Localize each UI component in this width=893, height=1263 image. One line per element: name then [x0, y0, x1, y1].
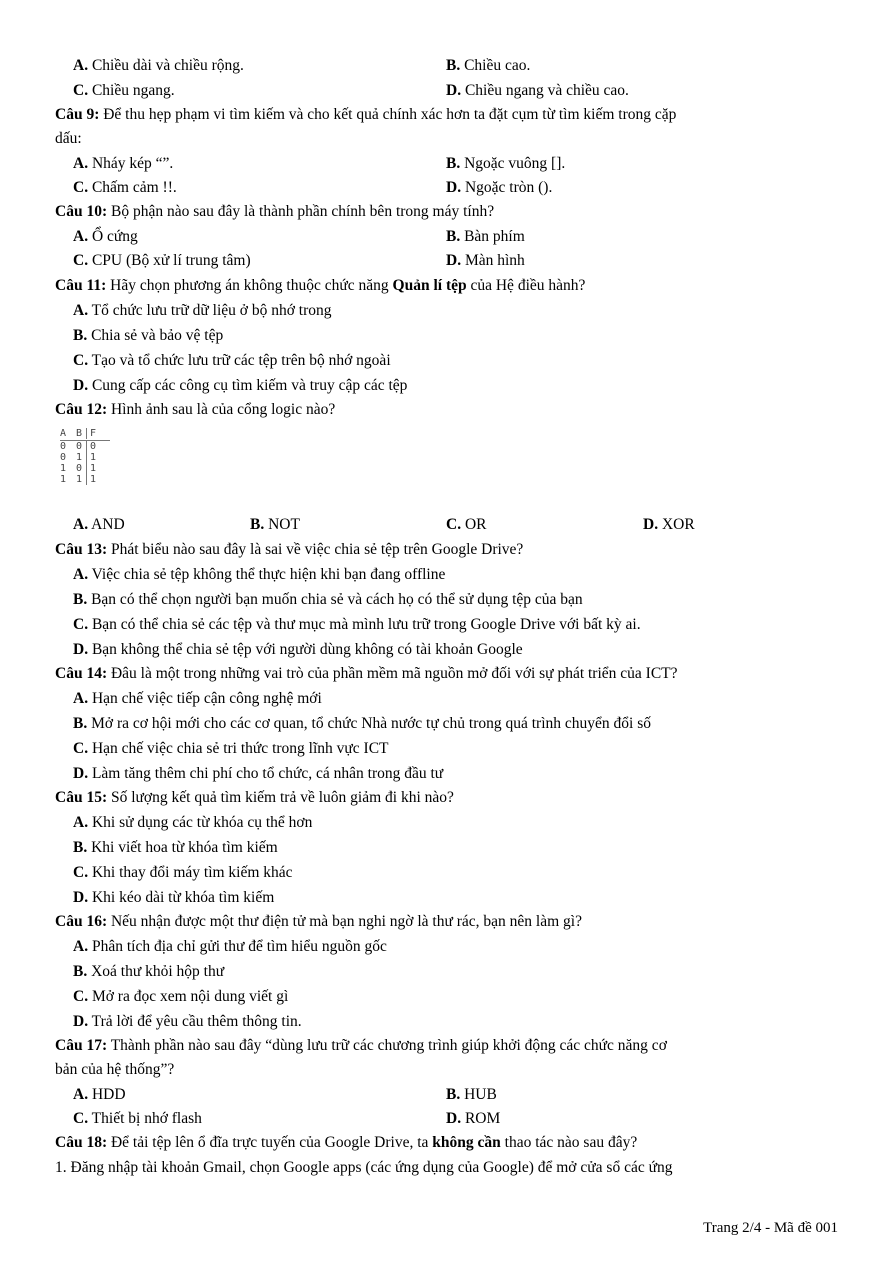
q15-option-a: A. Khi sử dụng các từ khóa cụ thể hơn	[73, 814, 313, 831]
q17-option-d: D. ROM	[446, 1110, 501, 1127]
q9-question-cont: dấu:	[55, 130, 82, 147]
q12-option-c: C. OR	[446, 516, 487, 533]
q12-option-a: A. AND	[73, 516, 125, 533]
q8-option-b: B. Chiều cao.	[446, 57, 531, 74]
q11-option-d: D. Cung cấp các công cụ tìm kiếm và truy cập các tệp	[73, 377, 408, 394]
truth-table-header: A B F	[60, 428, 110, 441]
truth-table-row: 0 0 0	[60, 441, 97, 452]
q17-option-b: B. HUB	[446, 1086, 497, 1103]
q8-option-d: D. Chiều ngang và chiều cao.	[446, 82, 629, 99]
q9-option-b: B. Ngoặc vuông [].	[446, 155, 566, 172]
q15-question: Câu 15: Số lượng kết quả tìm kiếm trả về luôn giảm đi khi nào?	[55, 789, 454, 806]
q16-option-d: D. Trả lời để yêu cầu thêm thông tin.	[73, 1013, 302, 1030]
q11-option-b: B. Chia sẻ và bảo vệ tệp	[73, 327, 224, 344]
q14-option-d: D. Làm tăng thêm chi phí cho tổ chức, cá nhân trong đầu tư	[73, 765, 444, 782]
q14-option-b: B. Mở ra cơ hội mới cho các cơ quan, tổ chức Nhà nước tự chủ trong quá trình chuyển đổi số	[73, 715, 651, 732]
q16-option-c: C. Mở ra đọc xem nội dung viết gì	[73, 988, 289, 1005]
q16-option-a: A. Phân tích địa chỉ gửi thư để tìm hiểu nguồn gốc	[73, 938, 387, 955]
q8-option-c: C. Chiều ngang.	[73, 82, 175, 99]
q10-question: Câu 10: Bộ phận nào sau đây là thành phần chính bên trong máy tính?	[55, 203, 495, 220]
q16-option-b: B. Xoá thư khỏi hộp thư	[73, 963, 225, 980]
q9-question: Câu 9: Để thu hẹp phạm vi tìm kiếm và cho kết quả chính xác hơn ta đặt cụm từ tìm kiếm trong cặp	[55, 106, 677, 123]
q13-option-b: B. Bạn có thể chọn người bạn muốn chia sẻ và cách họ có thể sử dụng tệp của bạn	[73, 591, 583, 608]
q13-option-c: C. Bạn có thể chia sẻ các tệp và thư mục mà mình lưu trữ trong Google Drive với bất kỳ ai.	[73, 616, 641, 633]
q12-option-b: B. NOT	[250, 516, 300, 533]
q13-option-d: D. Bạn không thể chia sẻ tệp với người dùng không có tài khoản Google	[73, 641, 523, 658]
q18-question: Câu 18: Để tải tệp lên ổ đĩa trực tuyến của Google Drive, ta không cần thao tác nào sau đây?	[55, 1134, 638, 1151]
q17-option-a: A. HDD	[73, 1086, 126, 1103]
q10-option-c: C. CPU (Bộ xử lí trung tâm)	[73, 252, 251, 269]
q9-option-d: D. Ngoặc tròn ().	[446, 179, 553, 196]
q9-option-a: A. Nháy kép “”.	[73, 155, 174, 172]
q17-option-c: C. Thiết bị nhớ flash	[73, 1110, 202, 1127]
q15-option-c: C. Khi thay đổi máy tìm kiếm khác	[73, 864, 293, 881]
q8-option-a: A. Chiều dài và chiều rộng.	[73, 57, 244, 74]
q11-option-a: A. Tổ chức lưu trữ dữ liệu ở bộ nhớ trong	[73, 302, 332, 319]
q12-question: Câu 12: Hình ảnh sau là của cổng logic nào?	[55, 401, 336, 418]
q11-option-c: C. Tạo và tổ chức lưu trữ các tệp trên bộ nhớ ngoài	[73, 352, 391, 369]
truth-table-row: 1 0 1	[60, 463, 97, 474]
q14-question: Câu 14: Đâu là một trong những vai trò của phần mềm mã nguồn mở đối với sự phát triển của ICT?	[55, 665, 678, 682]
q10-option-a: A. Ổ cứng	[73, 228, 138, 245]
q10-option-d: D. Màn hình	[446, 252, 525, 269]
q11-question: Câu 11: Hãy chọn phương án không thuộc chức năng Quản lí tệp của Hệ điều hành?	[55, 277, 586, 294]
q18-item-1: 1. Đăng nhập tài khoản Gmail, chọn Google apps (các ứng dụng của Google) để mở cửa sổ các ứng	[55, 1159, 673, 1176]
q13-question: Câu 13: Phát biểu nào sau đây là sai về việc chia sẻ tệp trên Google Drive?	[55, 541, 524, 558]
q14-option-a: A. Hạn chế việc tiếp cận công nghệ mới	[73, 690, 322, 707]
q9-option-c: C. Chấm cảm !!.	[73, 179, 177, 196]
truth-table-row: 0 1 1	[60, 452, 97, 463]
page-footer: Trang 2/4 - Mã đề 001	[703, 1220, 838, 1236]
truth-table-image	[60, 428, 110, 508]
q16-question: Câu 16: Nếu nhận được một thư điện tử mà bạn nghi ngờ là thư rác, bạn nên làm gì?	[55, 913, 582, 930]
truth-table-row: 1 1 1	[60, 474, 97, 485]
q17-question: Câu 17: Thành phần nào sau đây “dùng lưu trữ các chương trình giúp khởi động các chức năng cơ	[55, 1037, 667, 1054]
q15-option-d: D. Khi kéo dài từ khóa tìm kiếm	[73, 889, 275, 906]
q12-option-d: D. XOR	[643, 516, 695, 533]
q14-option-c: C. Hạn chế việc chia sẻ tri thức trong lĩnh vực ICT	[73, 740, 389, 757]
q15-option-b: B. Khi viết hoa từ khóa tìm kiếm	[73, 839, 278, 856]
q17-question-cont: bản của hệ thống”?	[55, 1061, 175, 1078]
q13-option-a: A. Việc chia sẻ tệp không thể thực hiện khi bạn đang offline	[73, 566, 446, 583]
q10-option-b: B. Bàn phím	[446, 228, 525, 245]
